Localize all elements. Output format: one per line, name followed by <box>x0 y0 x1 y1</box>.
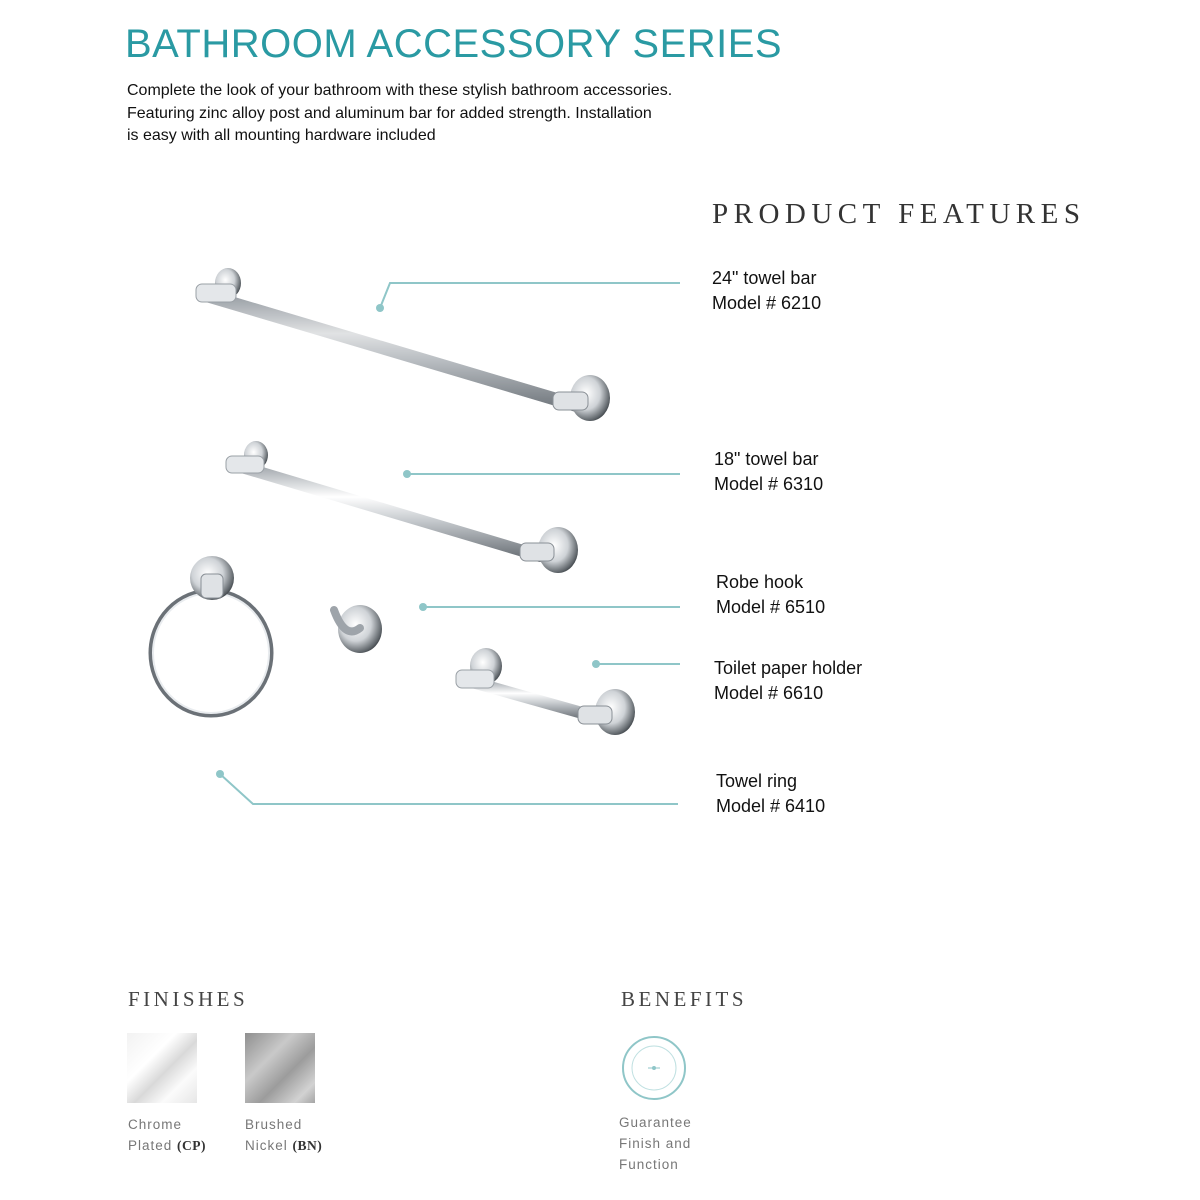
finish-code: (CP) <box>177 1138 207 1153</box>
feature-model: Model # 6310 <box>714 474 824 494</box>
finish-code: (BN) <box>292 1138 323 1153</box>
benefit-line1: Guarantee <box>619 1115 692 1130</box>
guarantee-badge-icon <box>621 1035 687 1101</box>
feature-towel-bar-24 <box>712 266 821 316</box>
feature-model: Model # 6210 <box>712 293 822 313</box>
feature-towel-ring <box>716 769 825 819</box>
benefit-label <box>619 1112 692 1175</box>
intro-line: is easy with all mounting hardware included <box>127 127 436 144</box>
towel-ring-image <box>151 556 271 715</box>
feature-model: Model # 6510 <box>716 597 826 617</box>
feature-toilet-paper-holder <box>714 656 862 706</box>
leader-line-towel-ring <box>220 774 678 804</box>
feature-name: Robe hook <box>716 572 804 592</box>
finishes-heading: FINISHES <box>128 987 249 1011</box>
finish-line1: Brushed <box>245 1117 303 1132</box>
intro-line: Complete the look of your bathroom with these stylish bathroom accessories. <box>127 82 673 99</box>
product-features-heading: PRODUCT FEATURES <box>712 198 1086 230</box>
towel-bar-18-image <box>226 441 578 573</box>
leader-line-towel-bar-24 <box>380 283 680 308</box>
benefit-line3: Function <box>619 1157 679 1172</box>
brushed-nickel-swatch <box>245 1033 315 1103</box>
benefit-line2: Finish and <box>619 1136 692 1151</box>
intro-line: Featuring zinc alloy post and aluminum bar for added strength. Installation <box>127 104 652 122</box>
finish-line1: Chrome <box>128 1117 183 1132</box>
page-title: BATHROOM ACCESSORY SERIES <box>125 22 783 66</box>
benefits-heading: BENEFITS <box>621 987 748 1011</box>
finish-label-chrome <box>128 1114 206 1156</box>
chrome-plated-swatch <box>127 1033 197 1103</box>
feature-model: Model # 6610 <box>714 683 824 703</box>
feature-name: 18" towel bar <box>714 449 819 469</box>
toilet-paper-holder-image <box>456 648 635 735</box>
feature-robe-hook <box>716 570 825 620</box>
feature-name: Towel ring <box>716 771 798 791</box>
feature-towel-bar-18 <box>714 447 823 497</box>
feature-name: 24" towel bar <box>712 268 817 288</box>
feature-model: Model # 6410 <box>716 796 826 816</box>
robe-hook-image <box>334 605 382 653</box>
feature-name: Toilet paper holder <box>714 658 863 678</box>
finish-line2: Plated <box>128 1138 173 1153</box>
finish-line2: Nickel <box>245 1138 288 1153</box>
finish-label-nickel <box>245 1114 322 1156</box>
towel-bar-24-image <box>196 268 610 421</box>
